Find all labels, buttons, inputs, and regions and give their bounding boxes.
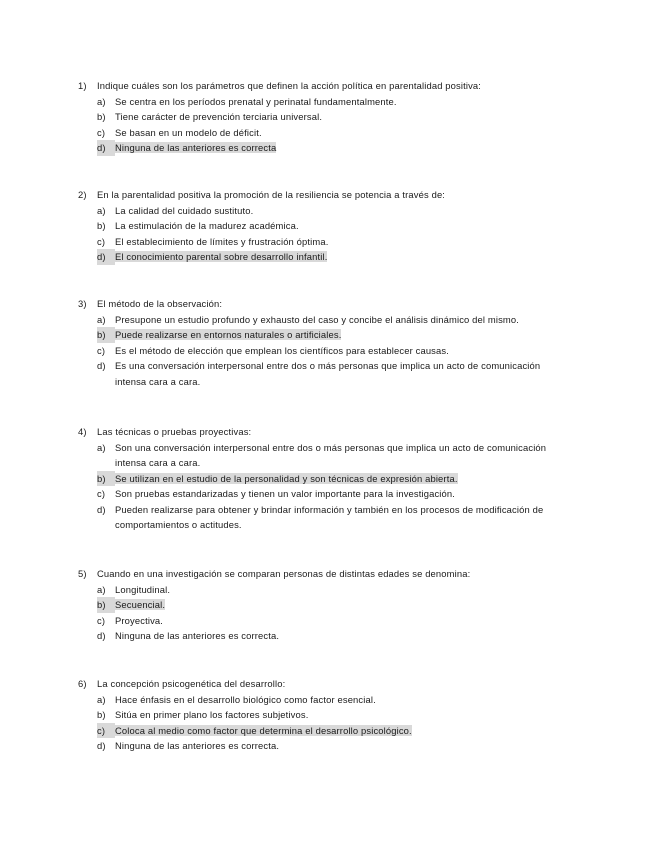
option-c [78, 125, 588, 141]
option-letter: a) [97, 204, 106, 216]
question-number: 5) [78, 568, 87, 579]
option-text: El establecimiento de límites y frustración óptima. [115, 235, 329, 247]
option-letter: a) [97, 95, 106, 107]
option-letter: a) [97, 441, 106, 453]
question-number: 4) [78, 426, 87, 437]
question-3 [78, 296, 588, 389]
option-text: Longitudinal. [115, 583, 171, 595]
question-text: El método de la observación: [97, 298, 223, 309]
option-text: Es el método de elección que emplean los científicos para establecer causas. [115, 344, 449, 356]
option-a [78, 582, 588, 598]
option-text: Presupone un estudio profundo y exhausto del caso y concibe el análisis dinámico del mismo. [115, 313, 519, 325]
option-text: Hace énfasis en el desarrollo biológico como factor esencial. [115, 693, 376, 705]
option-b [78, 109, 588, 125]
option-letter: c) [97, 488, 106, 499]
option-b-correct [78, 327, 588, 343]
option-d [78, 502, 588, 533]
question-number: 1) [78, 80, 87, 91]
option-letter: d) [97, 503, 106, 515]
option-text: Sitúa en primer plano los factores subjetivos. [115, 709, 309, 720]
option-d [78, 628, 588, 644]
option-text-highlighted: Se utilizan en el estudio de la personalidad y son técnicas de expresión abierta. [115, 472, 458, 484]
question-text: En la parentalidad positiva la promoción de la resiliencia se potencia a través de: [97, 189, 446, 200]
option-text-highlighted: Secuencial. [115, 599, 166, 610]
option-a [78, 312, 588, 328]
option-a [78, 692, 588, 708]
option-c-correct [78, 723, 588, 739]
option-letter: d) [97, 630, 106, 641]
question-number: 2) [78, 189, 87, 200]
option-letter: b) [97, 220, 106, 231]
option-letter: d) [97, 249, 115, 265]
question-title [78, 78, 588, 94]
option-d-correct [78, 249, 588, 265]
option-text: Ninguna de las anteriores es correcta. [115, 630, 280, 641]
option-letter: b) [97, 327, 115, 343]
option-text: La calidad del cuidado sustituto. [115, 204, 254, 216]
question-text: Indique cuáles son los parámetros que definen la acción política en parentalidad positiva: [97, 80, 482, 91]
question-2 [78, 187, 588, 265]
option-text: Proyectiva. [115, 614, 164, 626]
option-text: Se basan en un modelo de déficit. [115, 126, 262, 138]
option-c [78, 234, 588, 250]
option-text: Son una conversación interpersonal entre dos o más personas que implica un acto de comunicación intensa cara a cara. [115, 441, 547, 468]
question-title [78, 566, 588, 582]
question-title [78, 187, 588, 203]
option-b [78, 707, 588, 723]
question-1 [78, 78, 588, 156]
question-number: 3) [78, 298, 87, 309]
option-text: Ninguna de las anteriores es correcta. [115, 740, 280, 751]
question-text: La concepción psicogenética del desarrollo: [97, 678, 286, 689]
question-text: Las técnicas o pruebas proyectivas: [97, 426, 252, 437]
question-4 [78, 424, 588, 533]
option-letter: c) [97, 235, 106, 247]
option-letter: c) [97, 614, 106, 626]
question-5 [78, 566, 588, 644]
option-letter: a) [97, 583, 106, 595]
option-b [78, 218, 588, 234]
option-text: Se centra en los períodos prenatal y perinatal fundamentalmente. [115, 95, 397, 107]
question-title [78, 424, 588, 440]
option-c [78, 343, 588, 359]
option-letter: c) [97, 723, 115, 739]
option-letter: a) [97, 693, 106, 705]
option-b-correct [78, 471, 588, 487]
question-number: 6) [78, 678, 87, 689]
option-letter: d) [97, 360, 106, 371]
option-c [78, 613, 588, 629]
option-b-correct [78, 597, 588, 613]
option-text: La estimulación de la madurez académica. [115, 220, 299, 231]
option-text: Pueden realizarse para obtener y brindar información y también en los procesos de modificación de comportamientos o actitudes. [115, 503, 544, 530]
option-text-highlighted: Puede realizarse en entornos naturales o artificiales. [115, 329, 342, 340]
option-text-highlighted: Ninguna de las anteriores es correcta [115, 142, 277, 153]
option-a [78, 203, 588, 219]
option-text-highlighted: El conocimiento parental sobre desarrollo infantil. [115, 251, 328, 262]
option-letter: b) [97, 111, 106, 122]
option-a [78, 440, 588, 471]
option-letter: b) [97, 709, 106, 720]
option-a [78, 94, 588, 110]
option-letter: d) [97, 740, 106, 751]
option-d-correct [78, 140, 588, 156]
option-text: Es una conversación interpersonal entre dos o más personas que implica un acto de comunicación intensa cara a cara. [115, 360, 541, 387]
option-letter: b) [97, 471, 115, 487]
option-text: Son pruebas estandarizadas y tienen un valor importante para la investigación. [115, 488, 456, 499]
question-text: Cuando en una investigación se comparan personas de distintas edades se denomina: [97, 568, 471, 579]
option-text: Tiene carácter de prevención terciaria universal. [115, 111, 323, 122]
option-text-highlighted: Coloca al medio como factor que determina el desarrollo psicológico. [115, 724, 412, 736]
option-letter: d) [97, 140, 115, 156]
option-letter: a) [97, 313, 106, 325]
question-title [78, 676, 588, 692]
option-d [78, 738, 588, 754]
option-letter: c) [97, 126, 106, 138]
option-d [78, 358, 588, 389]
question-title [78, 296, 588, 312]
option-letter: c) [97, 344, 106, 356]
option-letter: b) [97, 597, 115, 613]
question-6 [78, 676, 588, 754]
option-c [78, 486, 588, 502]
